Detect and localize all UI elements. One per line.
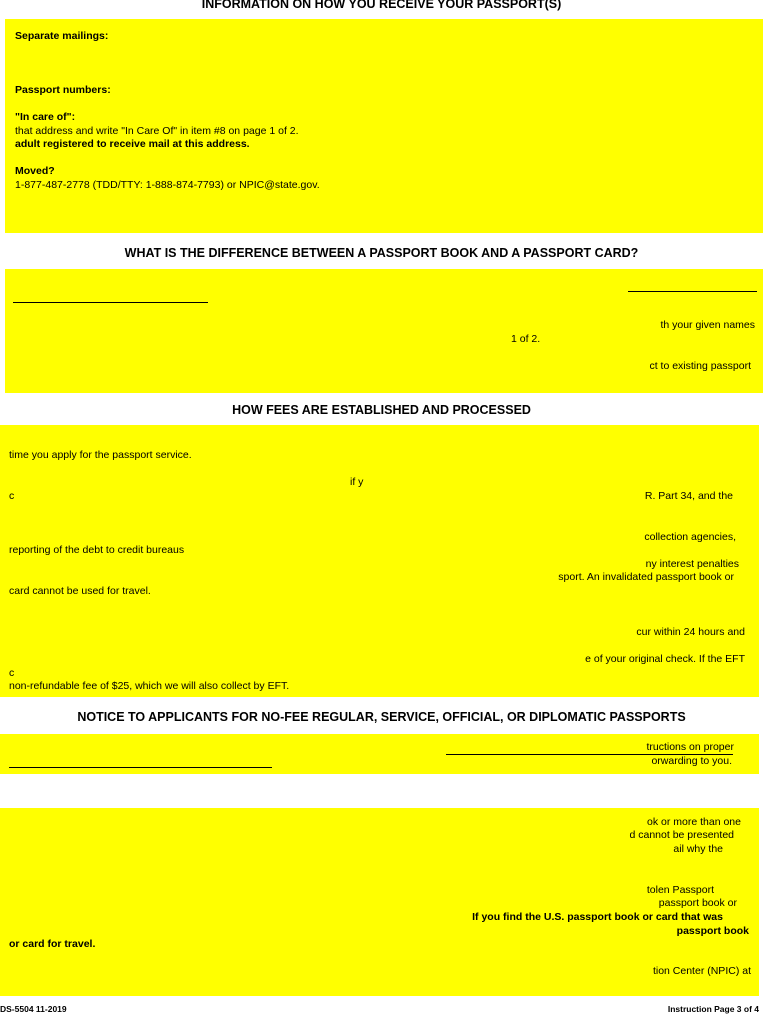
fees-line: non-refundable fee of $25, which we will also collect by EFT. xyxy=(9,680,290,692)
fees-line: card cannot be used for travel. xyxy=(9,585,151,597)
fees-line: e of your original check. If the EFT xyxy=(585,653,745,665)
moved-line: 1-877-487-2778 (TDD/TTY: 1-888-874-7793) or NPIC@state.gov. xyxy=(15,179,320,191)
lost-line: passport book or xyxy=(658,897,737,909)
fees-line: ny interest penalties xyxy=(645,558,739,570)
lost-line: tion Center (NPIC) at xyxy=(652,965,751,977)
lost-passport-panel xyxy=(0,808,759,996)
fees-line: sport. An invalidated passport book or xyxy=(558,571,734,583)
no-fee-line: tructions on proper xyxy=(646,741,734,753)
fees-line: cur within 24 hours and xyxy=(636,626,745,638)
lost-line: If you find the U.S. passport book or card that was xyxy=(472,911,723,923)
heading-fees: HOW FEES ARE ESTABLISHED AND PROCESSED xyxy=(232,403,531,417)
fees-line: collection agencies, xyxy=(644,531,736,543)
separate-mailings-label: Separate mailings: xyxy=(15,30,109,42)
receive-panel xyxy=(5,19,763,233)
fees-line: time you apply for the passport service. xyxy=(9,449,192,461)
fees-line: reporting of the debt to credit bureaus xyxy=(9,544,185,556)
page-label: Instruction Page 3 of 4 xyxy=(667,1004,759,1014)
given-names-text: th your given names xyxy=(660,319,755,331)
passport-numbers-label: Passport numbers: xyxy=(15,84,111,96)
no-fee-line: orwarding to you. xyxy=(651,755,732,767)
heading-receive: INFORMATION ON HOW YOU RECEIVE YOUR PASSPORT(S) xyxy=(201,0,562,11)
moved-label: Moved? xyxy=(15,165,55,177)
heading-difference: WHAT IS THE DIFFERENCE BETWEEN A PASSPORT BOOK AND A PASSPORT CARD? xyxy=(124,246,639,260)
in-care-of-line1: that address and write "In Care Of" in item #8 on page 1 of 2. xyxy=(15,125,299,137)
fees-line: c xyxy=(9,490,15,502)
fees-panel xyxy=(0,425,759,697)
fees-line: c xyxy=(9,667,15,679)
fees-line: R. Part 34, and the xyxy=(644,490,733,502)
lost-line: passport book xyxy=(676,925,749,937)
in-care-of-line2: adult registered to receive mail at this address. xyxy=(15,138,250,150)
lost-line: tolen Passport xyxy=(646,884,714,896)
rule-line xyxy=(13,302,208,303)
page-ref-text: 1 of 2. xyxy=(511,333,541,345)
lost-line: ok or more than one xyxy=(647,816,741,828)
in-care-of-label: "In care of": xyxy=(15,111,76,123)
difference-panel xyxy=(5,269,763,393)
rule-line xyxy=(9,767,272,768)
lost-line: ail why the xyxy=(673,843,723,855)
fees-line: if y xyxy=(350,476,364,488)
no-fee-panel xyxy=(0,734,759,774)
lost-line: d cannot be presented xyxy=(629,829,734,841)
form-id: DS-5504 11-2019 xyxy=(0,1004,67,1014)
existing-passport-text: ct to existing passport xyxy=(649,360,751,372)
heading-no-fee: NOTICE TO APPLICANTS FOR NO-FEE REGULAR, SERVICE, OFFICIAL, OR DIPLOMATIC PASSPORTS xyxy=(77,710,686,724)
lost-line: or card for travel. xyxy=(9,938,96,950)
rule-line xyxy=(628,291,757,292)
